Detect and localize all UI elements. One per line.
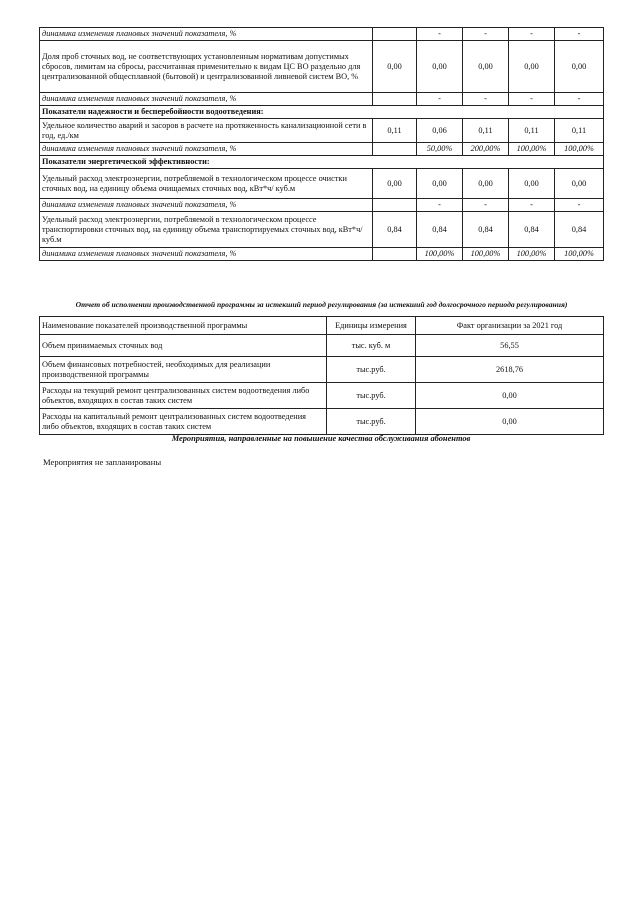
header-name: Наименование показателей производственной программы [40,317,327,335]
value-cell: - [417,199,463,212]
value-cell: - [509,199,555,212]
value-cell: 0,00 [417,41,463,93]
program-report-table [39,297,604,435]
indicator-row [40,212,604,248]
value-cell: 0,84 [417,212,463,248]
value-cell: - [509,28,555,41]
value-cell: 50,00% [417,143,463,156]
program-item-unit: тыс.руб. [327,357,416,383]
value-cell: 0,84 [555,212,604,248]
value-cell: 0,00 [373,41,417,93]
value-cell [373,248,417,261]
value-cell: 0,00 [463,169,509,199]
measures-heading: Мероприятия, направленные на повышение качества обслуживания абонентов [171,434,471,443]
program-item-name: Объем финансовых потребностей, необходимых для реализации производственной программы [40,357,327,383]
program-item-name: Расходы на капитальный ремонт централизованных систем водоотведения либо объектов, входящих в состав таких систем [40,409,327,435]
program-item-unit: тыс.руб. [327,383,416,409]
dynamics-row [40,28,604,41]
value-cell: 100,00% [417,248,463,261]
program-item-fact: 2618,76 [416,357,604,383]
value-cell: 0,11 [555,119,604,143]
indicator-label: Удельный расход электроэнергии, потребляемой в технологическом процессе транспортировки сточных вод, на единицу объема транспортируемых сточных вод, кВт*ч/ куб.м [40,212,373,248]
value-cell: 0,00 [417,169,463,199]
program-item-fact: 0,00 [416,409,604,435]
value-cell: 100,00% [509,248,555,261]
dynamics-row [40,199,604,212]
value-cell: 100,00% [555,143,604,156]
value-cell: - [463,28,509,41]
dynamics-label: динамика изменения плановых значений показателя, % [40,143,373,156]
header-fact: Факт организации за 2021 год [416,317,604,335]
value-cell: 0,11 [373,119,417,143]
indicator-row [40,119,604,143]
program-item-name: Расходы на текущий ремонт централизованных систем водоотведения либо объектов, входящих в состав таких систем [40,383,327,409]
value-cell: 200,00% [463,143,509,156]
indicator-label: Доля проб сточных вод, не соответствующих установленным нормативам допустимых сбросов, лимитам на сбросы, рассчитанная применительно к видам ЦС ВО раздельно для централизованной общесплавной (бытовой) и централизованной ливневой систем ВО, % [40,41,373,93]
dynamics-row [40,143,604,156]
program-item-fact: 56,55 [416,335,604,357]
program-item-fact: 0,00 [416,383,604,409]
section-row [40,106,604,119]
indicator-row [40,169,604,199]
value-cell: 0,06 [417,119,463,143]
program-item-name: Объем принимаемых сточных вод [40,335,327,357]
value-cell: 0,84 [509,212,555,248]
value-cell: 0,00 [463,41,509,93]
dynamics-row [40,248,604,261]
program-row [40,383,604,409]
value-cell: - [555,199,604,212]
value-cell: 0,84 [373,212,417,248]
value-cell [373,93,417,106]
program-row [40,409,604,435]
section-title: Показатели энергетической эффективности: [40,156,604,169]
value-cell: 0,00 [509,41,555,93]
value-cell: - [417,93,463,106]
value-cell: 0,00 [555,41,604,93]
value-cell: 0,00 [555,169,604,199]
value-cell: 0,00 [373,169,417,199]
dynamics-label: динамика изменения плановых значений показателя, % [40,28,373,41]
value-cell: 0,84 [463,212,509,248]
value-cell: 0,00 [509,169,555,199]
indicator-row [40,41,604,93]
program-header-row [40,317,604,335]
program-caption-row [40,297,604,317]
indicator-label: Удельный расход электроэнергии, потребляемой в технологическом процессе очистки сточных вод, на единицу объема очищаемых сточных вод, кВт*ч/ куб.м [40,169,373,199]
value-cell: 100,00% [509,143,555,156]
indicator-label: Удельное количество аварий и засоров в расчете на протяженность канализационной сети в год, ед./км [40,119,373,143]
dynamics-label: динамика изменения плановых значений показателя, % [40,248,373,261]
dynamics-label: динамика изменения плановых значений показателя, % [40,93,373,106]
section-title: Показатели надежности и бесперебойности водоотведения: [40,106,604,119]
value-cell: - [555,28,604,41]
value-cell: - [417,28,463,41]
value-cell: - [463,93,509,106]
value-cell [373,199,417,212]
dynamics-label: динамика изменения плановых значений показателя, % [40,199,373,212]
program-caption: Отчет об исполнении производственной программы за истекший период регулирования (за истекший год долгосрочного периода регулирования) [75,300,568,309]
indicators-table [39,27,604,261]
dynamics-row [40,93,604,106]
value-cell: - [509,93,555,106]
value-cell [373,28,417,41]
program-item-unit: тыс. куб. м [327,335,416,357]
value-cell [373,143,417,156]
program-row [40,335,604,357]
value-cell: - [463,199,509,212]
value-cell: 100,00% [555,248,604,261]
program-row [40,357,604,383]
value-cell: - [555,93,604,106]
value-cell: 0,11 [463,119,509,143]
section-row [40,156,604,169]
measures-note: Мероприятия не запланированы [43,457,162,467]
value-cell: 0,11 [509,119,555,143]
program-item-unit: тыс.руб. [327,409,416,435]
value-cell: 100,00% [463,248,509,261]
header-unit: Единицы измерения [327,317,416,335]
